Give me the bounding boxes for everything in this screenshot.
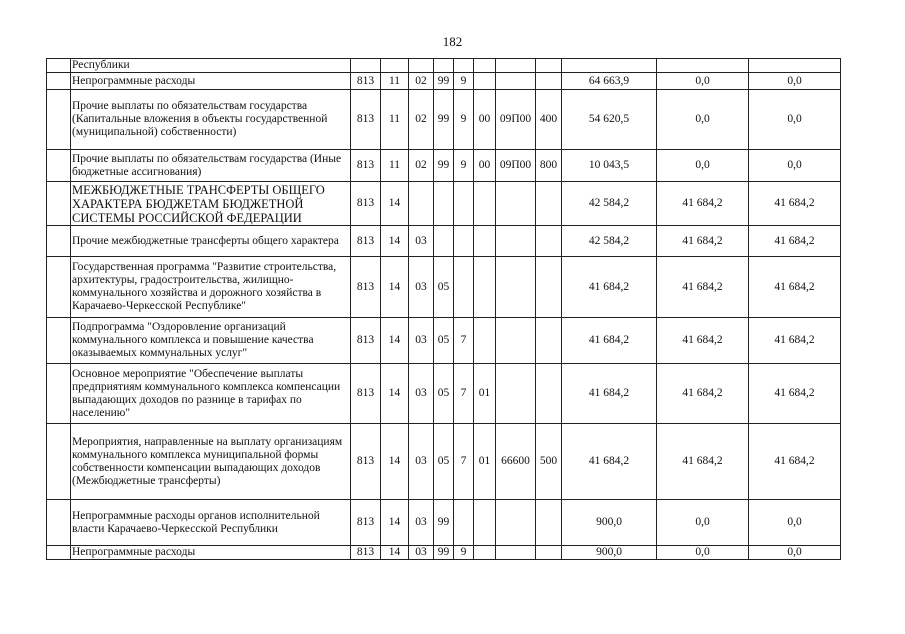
cell-subsection: 03 — [409, 364, 434, 424]
table-row — [47, 150, 841, 182]
cell-amount-1: 10 043,5 — [562, 150, 657, 182]
cell-subprogram — [454, 59, 474, 73]
cell-subsection — [409, 182, 434, 226]
cell-program — [434, 59, 454, 73]
page-number: 182 — [442, 34, 463, 49]
cell-grbs: 813 — [351, 150, 381, 182]
cell-direction: 66600 — [496, 424, 536, 500]
cell-program — [434, 226, 454, 257]
cell-subprogram: 7 — [454, 318, 474, 364]
cell-direction — [496, 257, 536, 318]
cell-amount-2: 0,0 — [657, 150, 749, 182]
cell-amount-3: 0,0 — [749, 90, 841, 150]
cell-margin — [47, 59, 71, 73]
cell-section: 14 — [381, 226, 409, 257]
cell-program: 99 — [434, 73, 454, 90]
cell-grbs: 813 — [351, 546, 381, 560]
cell-name: Подпрограмма "Оздоровление организаций коммунального комплекса и повышение качества оказываемых коммунальных услуг" — [71, 318, 351, 364]
cell-amount-2: 0,0 — [657, 546, 749, 560]
cell-section: 14 — [381, 182, 409, 226]
cell-amount-3: 41 684,2 — [749, 424, 841, 500]
cell-grbs: 813 — [351, 182, 381, 226]
cell-program: 05 — [434, 364, 454, 424]
cell-margin — [47, 150, 71, 182]
cell-amount-1: 900,0 — [562, 500, 657, 546]
cell-program: 05 — [434, 257, 454, 318]
cell-expense-type — [536, 59, 562, 73]
cell-amount-2 — [657, 59, 749, 73]
cell-activity — [474, 257, 496, 318]
cell-name: Непрограммные расходы органов исполнительной власти Карачаево-Черкесской Республики — [71, 500, 351, 546]
cell-subsection: 03 — [409, 318, 434, 364]
cell-direction — [496, 226, 536, 257]
cell-name: Прочие выплаты по обязательствам государства (Иные бюджетные ассигнования) — [71, 150, 351, 182]
cell-program: 99 — [434, 546, 454, 560]
cell-subsection — [409, 59, 434, 73]
cell-direction: 09П00 — [496, 90, 536, 150]
cell-activity — [474, 226, 496, 257]
cell-amount-1: 41 684,2 — [562, 318, 657, 364]
cell-name: Прочие выплаты по обязательствам государства (Капитальные вложения в объекты государственной (муниципальной) собственности) — [71, 90, 351, 150]
cell-grbs: 813 — [351, 424, 381, 500]
cell-program: 99 — [434, 90, 454, 150]
cell-program — [434, 182, 454, 226]
cell-program: 05 — [434, 424, 454, 500]
cell-subprogram: 9 — [454, 90, 474, 150]
cell-expense-type — [536, 257, 562, 318]
cell-margin — [47, 226, 71, 257]
cell-activity — [474, 59, 496, 73]
cell-activity: 01 — [474, 424, 496, 500]
cell-subprogram: 9 — [454, 150, 474, 182]
cell-subsection: 02 — [409, 73, 434, 90]
cell-margin — [47, 364, 71, 424]
cell-expense-type — [536, 364, 562, 424]
cell-expense-type: 500 — [536, 424, 562, 500]
table-row — [47, 59, 841, 73]
cell-amount-3: 0,0 — [749, 73, 841, 90]
cell-amount-1: 42 584,2 — [562, 226, 657, 257]
cell-expense-type: 400 — [536, 90, 562, 150]
cell-grbs: 813 — [351, 73, 381, 90]
cell-section: 14 — [381, 364, 409, 424]
cell-margin — [47, 90, 71, 150]
cell-direction — [496, 182, 536, 226]
cell-margin — [47, 546, 71, 560]
cell-amount-2: 0,0 — [657, 73, 749, 90]
cell-section: 11 — [381, 150, 409, 182]
cell-section: 14 — [381, 318, 409, 364]
cell-activity — [474, 73, 496, 90]
table-row — [47, 364, 841, 424]
cell-amount-1: 41 684,2 — [562, 257, 657, 318]
cell-amount-1: 54 620,5 — [562, 90, 657, 150]
cell-subsection: 03 — [409, 500, 434, 546]
cell-margin — [47, 424, 71, 500]
cell-amount-2: 0,0 — [657, 90, 749, 150]
cell-margin — [47, 182, 71, 226]
cell-amount-3: 0,0 — [749, 150, 841, 182]
cell-amount-2: 41 684,2 — [657, 226, 749, 257]
cell-activity — [474, 500, 496, 546]
cell-amount-3: 0,0 — [749, 500, 841, 546]
cell-direction — [496, 364, 536, 424]
cell-direction — [496, 73, 536, 90]
table-row — [47, 226, 841, 257]
cell-subsection: 02 — [409, 150, 434, 182]
cell-activity: 01 — [474, 364, 496, 424]
table-body — [47, 59, 841, 560]
cell-direction — [496, 59, 536, 73]
cell-activity: 00 — [474, 150, 496, 182]
cell-amount-1: 900,0 — [562, 546, 657, 560]
cell-subsection: 03 — [409, 424, 434, 500]
cell-margin — [47, 73, 71, 90]
cell-amount-3: 41 684,2 — [749, 257, 841, 318]
cell-direction — [496, 318, 536, 364]
cell-expense-type — [536, 73, 562, 90]
cell-subsection: 03 — [409, 546, 434, 560]
cell-program: 05 — [434, 318, 454, 364]
cell-amount-1: 41 684,2 — [562, 424, 657, 500]
cell-subprogram — [454, 182, 474, 226]
cell-name: Непрограммные расходы — [71, 546, 351, 560]
cell-subsection: 03 — [409, 257, 434, 318]
cell-amount-3: 41 684,2 — [749, 364, 841, 424]
cell-direction — [496, 500, 536, 546]
cell-grbs — [351, 59, 381, 73]
cell-subprogram — [454, 257, 474, 318]
cell-expense-type — [536, 318, 562, 364]
cell-activity — [474, 182, 496, 226]
cell-expense-type — [536, 500, 562, 546]
cell-name: Непрограммные расходы — [71, 73, 351, 90]
cell-amount-1 — [562, 59, 657, 73]
cell-grbs: 813 — [351, 364, 381, 424]
cell-amount-3 — [749, 59, 841, 73]
cell-subprogram: 7 — [454, 364, 474, 424]
cell-amount-1: 41 684,2 — [562, 364, 657, 424]
table-row — [47, 546, 841, 560]
cell-direction — [496, 546, 536, 560]
cell-name: Республики — [71, 59, 351, 73]
cell-name: Основное мероприятие "Обеспечение выплаты предприятиям коммунального комплекса компенсации выпадающих доходов по разнице в тарифах по населению" — [71, 364, 351, 424]
table-row — [47, 257, 841, 318]
cell-program: 99 — [434, 150, 454, 182]
cell-margin — [47, 257, 71, 318]
cell-amount-3: 41 684,2 — [749, 318, 841, 364]
cell-amount-2: 41 684,2 — [657, 182, 749, 226]
cell-activity — [474, 318, 496, 364]
table-row — [47, 182, 841, 226]
cell-name: Мероприятия, направленные на выплату организациям коммунального комплекса муниципальной формы собственности компенсации выпадающих доходов (Межбюджетные трансферты) — [71, 424, 351, 500]
cell-subprogram: 9 — [454, 546, 474, 560]
cell-amount-2: 41 684,2 — [657, 257, 749, 318]
cell-expense-type — [536, 226, 562, 257]
table-row — [47, 90, 841, 150]
cell-grbs: 813 — [351, 226, 381, 257]
cell-grbs: 813 — [351, 500, 381, 546]
cell-subprogram — [454, 226, 474, 257]
cell-subsection: 02 — [409, 90, 434, 150]
cell-activity: 00 — [474, 90, 496, 150]
table-row — [47, 73, 841, 90]
cell-section: 14 — [381, 500, 409, 546]
cell-amount-2: 41 684,2 — [657, 364, 749, 424]
table-row — [47, 424, 841, 500]
cell-subprogram — [454, 500, 474, 546]
table-row — [47, 318, 841, 364]
cell-subprogram: 7 — [454, 424, 474, 500]
cell-expense-type — [536, 546, 562, 560]
cell-section: 14 — [381, 546, 409, 560]
cell-program: 99 — [434, 500, 454, 546]
budget-table — [46, 58, 841, 560]
cell-name: Прочие межбюджетные трансферты общего характера — [71, 226, 351, 257]
cell-section — [381, 59, 409, 73]
cell-direction: 09П00 — [496, 150, 536, 182]
cell-subsection: 03 — [409, 226, 434, 257]
cell-expense-type: 800 — [536, 150, 562, 182]
cell-amount-2: 41 684,2 — [657, 424, 749, 500]
cell-activity — [474, 546, 496, 560]
cell-amount-2: 41 684,2 — [657, 318, 749, 364]
cell-amount-3: 0,0 — [749, 546, 841, 560]
cell-name: Государственная программа "Развитие строительства, архитектуры, градостроительства, жилищно-коммунального хозяйства и дорожного хозяйства в Карачаево-Черкесской Республике" — [71, 257, 351, 318]
cell-section: 14 — [381, 257, 409, 318]
cell-name: МЕЖБЮДЖЕТНЫЕ ТРАНСФЕРТЫ ОБЩЕГО ХАРАКТЕРА БЮДЖЕТАМ БЮДЖЕТНОЙ СИСТЕМЫ РОССИЙСКОЙ ФЕДЕРАЦИИ — [71, 182, 351, 226]
table-row — [47, 500, 841, 546]
cell-amount-1: 64 663,9 — [562, 73, 657, 90]
cell-amount-3: 41 684,2 — [749, 182, 841, 226]
cell-section: 14 — [381, 424, 409, 500]
cell-grbs: 813 — [351, 257, 381, 318]
cell-amount-1: 42 584,2 — [562, 182, 657, 226]
cell-section: 11 — [381, 73, 409, 90]
cell-section: 11 — [381, 90, 409, 150]
cell-expense-type — [536, 182, 562, 226]
cell-margin — [47, 500, 71, 546]
cell-amount-2: 0,0 — [657, 500, 749, 546]
cell-amount-3: 41 684,2 — [749, 226, 841, 257]
cell-grbs: 813 — [351, 90, 381, 150]
cell-grbs: 813 — [351, 318, 381, 364]
cell-subprogram: 9 — [454, 73, 474, 90]
cell-margin — [47, 318, 71, 364]
